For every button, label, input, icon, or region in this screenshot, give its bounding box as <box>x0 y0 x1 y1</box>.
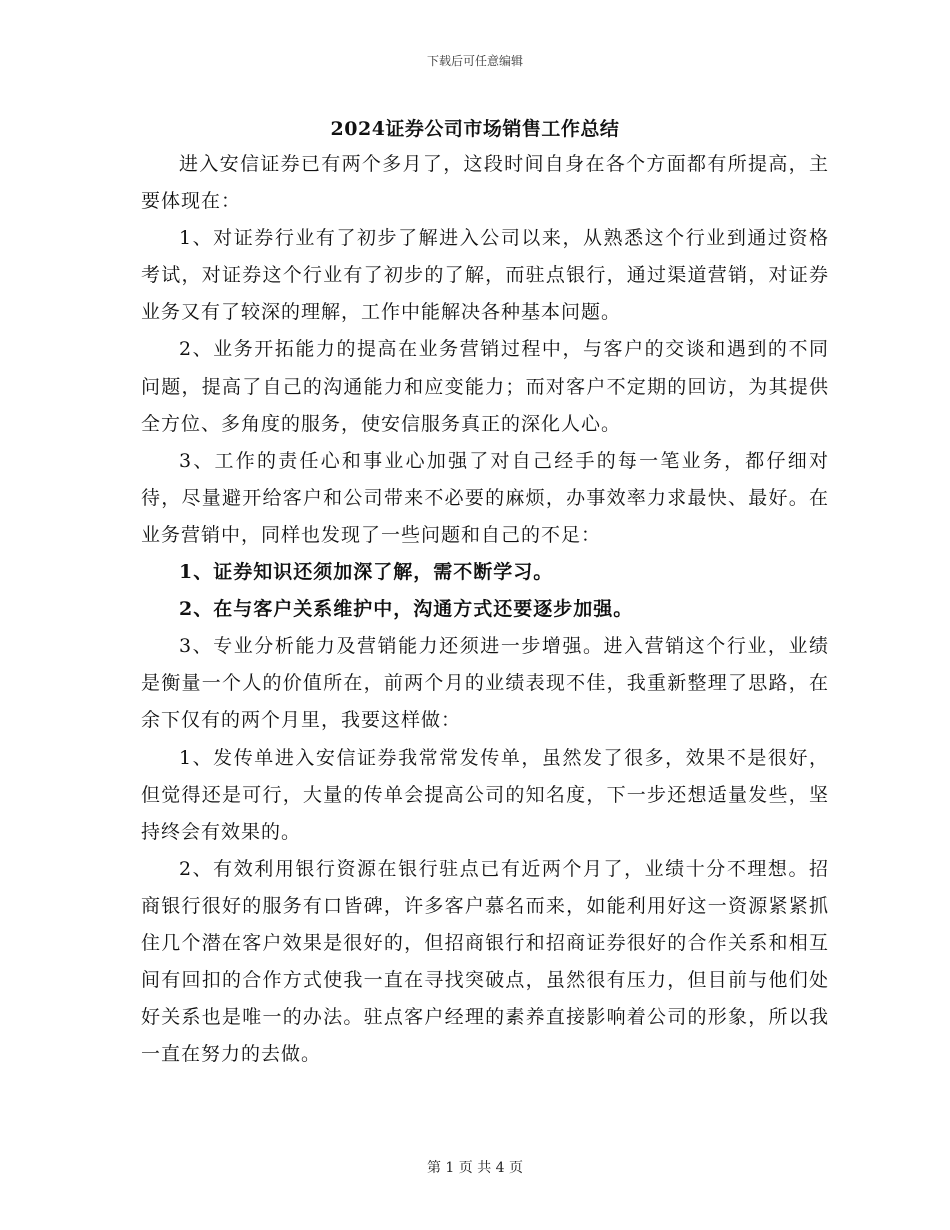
document-title: 2024证券公司市场销售工作总结 <box>330 118 620 140</box>
page-footer: 第 1 页 共 4 页 <box>426 1160 524 1176</box>
paragraph-responsibility: 3、工作的责任心和事业心加强了对自己经手的每一笔业务，都仔细对待，尽量避开给客户和公司带来不必要的麻烦，办事效率力求最快、最好。在业务营销中，同样也发现了一些问题和自己的不足： <box>141 449 829 546</box>
paragraph-shortcoming-communication: 2、在与客户关系维护中，沟通方式还要逐步加强。 <box>179 598 634 621</box>
paragraph-industry-understanding: 1、对证券行业有了初步了解进入公司以来，从熟悉这个行业到通过资格考试，对证券这个行业有了初步的了解，而驻点银行，通过渠道营销，对证券业务又有了较深的理解，工作中能解决各种基本问题。 <box>141 227 829 324</box>
document-body <box>141 146 829 1073</box>
paragraph-business-development: 2、业务开拓能力的提高在业务营销过程中，与客户的交谈和遇到的不同问题，提高了自己的沟通能力和应变能力；而对客户不定期的回访，为其提供全方位、多角度的服务，使安信服务真正的深化人心。 <box>141 338 829 435</box>
paragraph-intro: 进入安信证券已有两个多月了，这段时间自身在各个方面都有所提高，主要体现在： <box>141 153 829 213</box>
paragraph-shortcoming-knowledge: 1、证券知识还须加深了解，需不断学习。 <box>179 561 554 584</box>
page-header: 下载后可任意编辑 <box>426 54 523 68</box>
paragraph-bank-resources: 2、有效利用银行资源在银行驻点已有近两个月了，业绩十分不理想。招商银行很好的服务有口皆碑，许多客户慕名而来，如能利用好这一资源紧紧抓住几个潜在客户效果是很好的，但招商银行和招商证券很好的合作关系和相互间有回扣的合作方式使我一直在寻找突破点，虽然很有压力，但目前与他们处好关系也是唯一的办法。驻点客户经理的素养直接影响着公司的形象，所以我一直在努力的去做。 <box>141 857 829 1066</box>
paragraph-analysis-ability: 3、专业分析能力及营销能力还须进一步增强。进入营销这个行业，业绩是衡量一个人的价值所在，前两个月的业绩表现不佳，我重新整理了思路，在余下仅有的两个月里，我要这样做： <box>141 635 829 732</box>
paragraph-leaflets: 1、发传单进入安信证券我常常发传单，虽然发了很多，效果不是很好，但觉得还是可行，大量的传单会提高公司的知名度，下一步还想适量发些，坚持终会有效果的。 <box>141 746 829 843</box>
